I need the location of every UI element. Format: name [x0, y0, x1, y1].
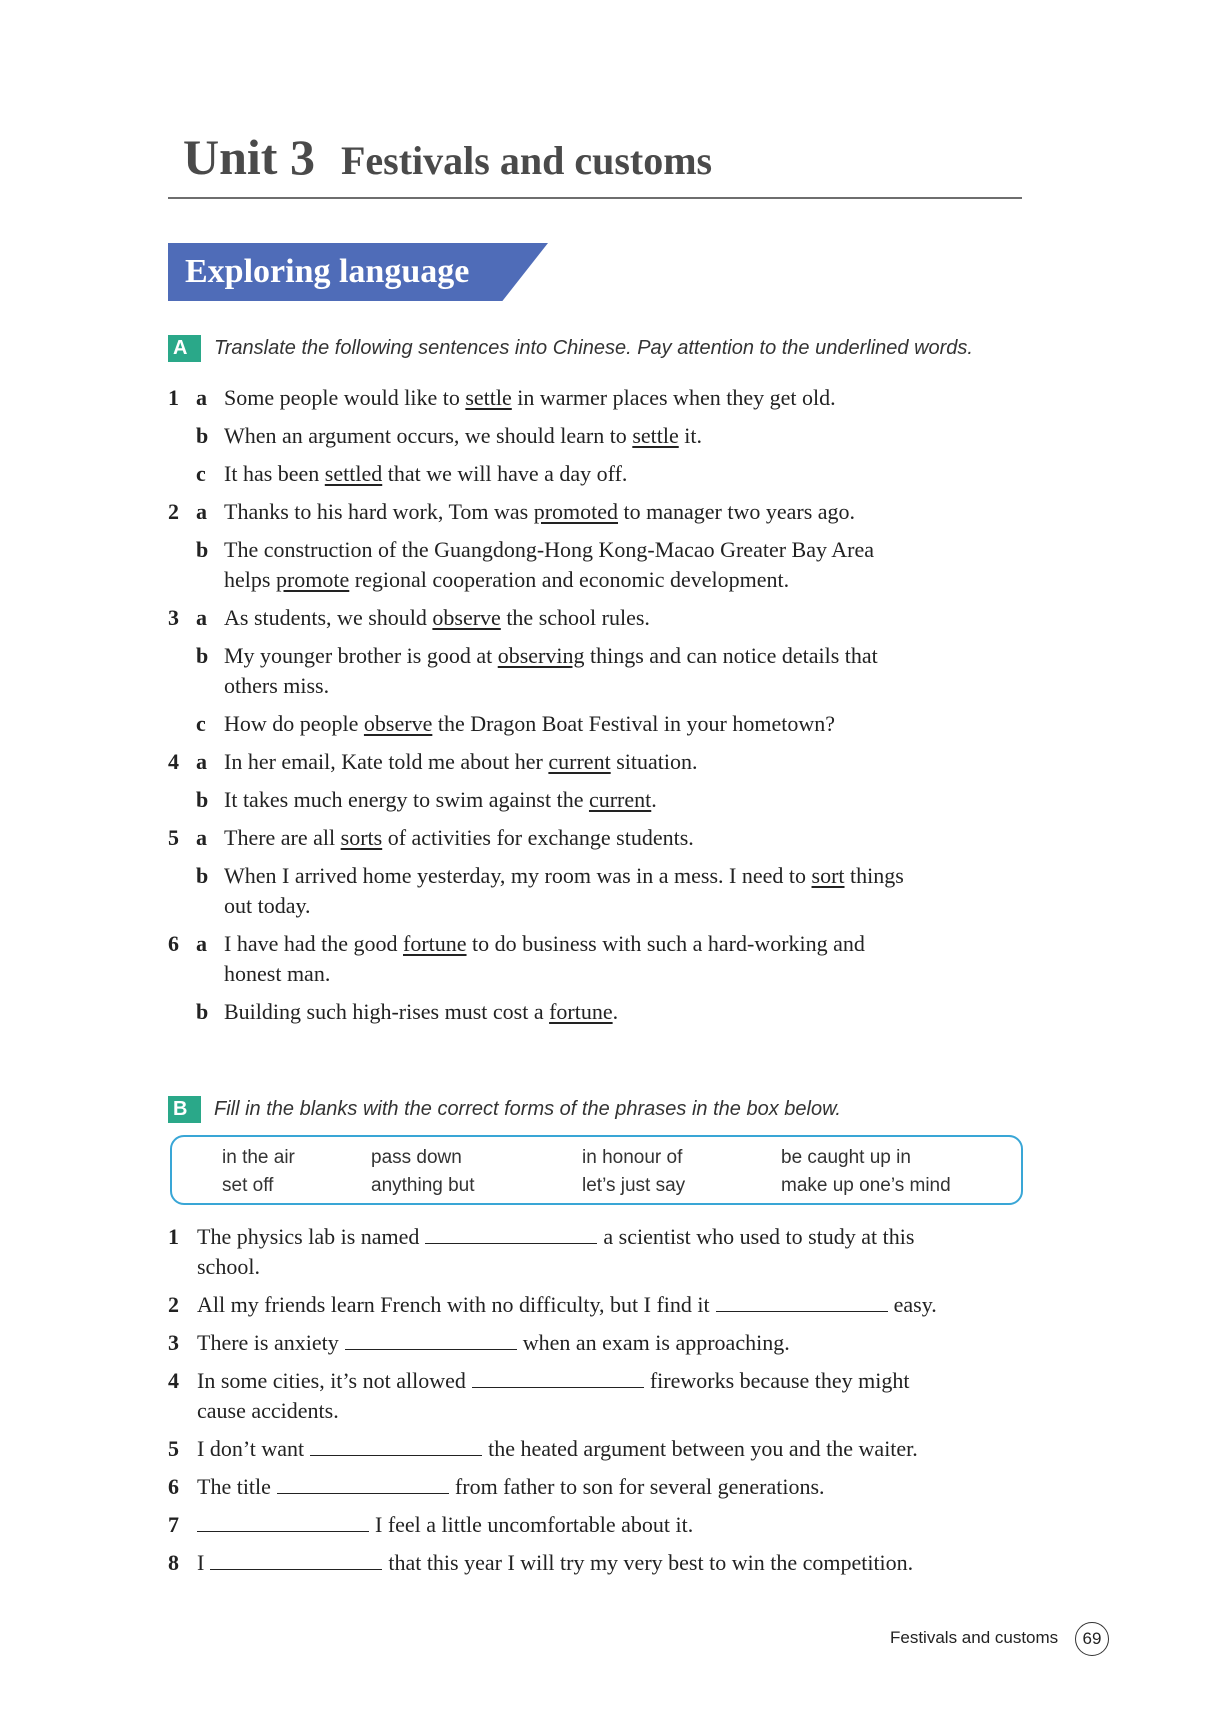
sub-letter: a	[196, 605, 207, 630]
item-number: 5	[168, 1436, 179, 1461]
sentence-line: I don’t want the heated argument between you and the waiter.	[197, 1436, 918, 1461]
sub-letter: b	[196, 863, 209, 888]
sentence-line: As students, we should observe the school rules.	[224, 605, 650, 630]
item-number: 2	[168, 1292, 179, 1317]
phrase: pass down	[371, 1147, 462, 1168]
sentence-line: There is anxiety when an exam is approaching.	[197, 1330, 790, 1355]
underlined-word: fortune	[549, 999, 613, 1024]
sentence-line: I that this year I will try my very best to win the competition.	[197, 1550, 914, 1575]
underlined-word: sort	[811, 863, 845, 888]
answer-blank[interactable]	[277, 1473, 449, 1494]
sub-letter: a	[196, 385, 207, 410]
sentence-line: There are all sorts of activities for exchange students.	[224, 825, 694, 850]
item-number: 6	[168, 1474, 179, 1499]
footer-title: Festivals and customs	[890, 1628, 1059, 1647]
sentence-line: In her email, Kate told me about her current situation.	[224, 749, 698, 774]
section-a-badge: A	[168, 335, 201, 362]
underlined-word: settle	[465, 385, 512, 410]
answer-blank[interactable]	[197, 1511, 369, 1532]
sentence-line: honest man.	[224, 961, 331, 986]
sub-letter: b	[196, 643, 209, 668]
page-number: 69	[1075, 1622, 1109, 1656]
sentence-line: It has been settled that we will have a day off.	[224, 461, 628, 486]
sub-letter: b	[196, 999, 209, 1024]
phrase: set off	[222, 1175, 274, 1196]
phrase: in honour of	[582, 1147, 683, 1168]
underlined-word: settle	[632, 423, 679, 448]
sentence-line: In some cities, it’s not allowed fireworks because they might	[197, 1368, 910, 1393]
phrase: in the air	[222, 1147, 295, 1168]
sub-letter: a	[196, 499, 207, 524]
sentence-line: When I arrived home yesterday, my room was in a mess. I need to sort things	[224, 863, 904, 888]
underlined-word: sorts	[340, 825, 383, 850]
item-number: 4	[168, 1368, 179, 1393]
sentence-line: The physics lab is named a scientist who used to study at this	[197, 1224, 915, 1249]
section-a-instruction: Translate the following sentences into Chinese. Pay attention to the underlined words.	[214, 337, 973, 359]
item-number: 2	[168, 499, 179, 524]
phrase: let’s just say	[582, 1175, 686, 1196]
sub-letter: a	[196, 749, 207, 774]
item-number: 3	[168, 1330, 179, 1355]
sentence-line: My younger brother is good at observing things and can notice details that	[224, 643, 878, 668]
underlined-word: observe	[363, 711, 433, 736]
answer-blank[interactable]	[310, 1435, 482, 1456]
sub-letter: a	[196, 825, 207, 850]
answer-blank[interactable]	[716, 1291, 888, 1312]
sub-letter: a	[196, 931, 207, 956]
phrase: anything but	[371, 1175, 475, 1196]
sub-letter: b	[196, 423, 209, 448]
sub-letter: c	[196, 711, 206, 736]
sentence-line: out today.	[224, 893, 311, 918]
item-number: 1	[168, 385, 179, 410]
sub-letter: b	[196, 787, 209, 812]
underlined-word: promoted	[533, 499, 619, 524]
sentence-line: school.	[197, 1254, 260, 1279]
unit-title	[183, 128, 712, 186]
sentence-line: others miss.	[224, 673, 330, 698]
phrase: make up one’s mind	[781, 1175, 951, 1196]
sub-letter: c	[196, 461, 206, 486]
sentence-line: cause accidents.	[197, 1398, 339, 1423]
underlined-word: current	[548, 749, 611, 774]
unit-number: Unit 3	[183, 129, 315, 185]
sentence-line: How do people observe the Dragon Boat Festival in your hometown?	[224, 711, 835, 736]
underlined-word: current	[588, 787, 652, 812]
item-number: 4	[168, 749, 179, 774]
sentence-line: I feel a little uncomfortable about it.	[191, 1510, 693, 1540]
sentence-line: It takes much energy to swim against the current.	[224, 787, 657, 812]
answer-blank[interactable]	[345, 1329, 517, 1350]
underlined-word: promote	[275, 567, 350, 592]
answer-blank[interactable]	[210, 1549, 382, 1570]
sentence-line: Building such high-rises must cost a fortune.	[224, 999, 619, 1024]
sentence-line: helps promote regional cooperation and economic development.	[224, 567, 790, 592]
item-number: 3	[168, 605, 179, 630]
sentence-line: I have had the good fortune to do business with such a hard-working and	[224, 931, 865, 956]
item-number: 6	[168, 931, 179, 956]
section-banner-label: Exploring language	[185, 253, 470, 290]
phrase: be caught up in	[781, 1147, 911, 1168]
underlined-word: settled	[324, 461, 383, 486]
item-number: 5	[168, 825, 179, 850]
answer-blank[interactable]	[472, 1367, 644, 1388]
sentence-line: All my friends learn French with no difficulty, but I find it easy.	[197, 1292, 937, 1317]
sentence-line: The construction of the Guangdong-Hong Kong-Macao Greater Bay Area	[224, 537, 875, 562]
sub-letter: b	[196, 537, 209, 562]
unit-topic: Festivals and customs	[340, 138, 713, 183]
underlined-word: observing	[497, 643, 585, 668]
sentence-line: The title from father to son for several generations.	[197, 1474, 825, 1499]
sentence-line: When an argument occurs, we should learn to settle it.	[224, 423, 702, 448]
underlined-word: fortune	[403, 931, 467, 956]
item-number: 7	[168, 1512, 179, 1537]
sentence-line: Some people would like to settle in warmer places when they get old.	[224, 385, 836, 410]
section-b-badge: B	[168, 1096, 201, 1123]
section-b-instruction: Fill in the blanks with the correct forms of the phrases in the box below.	[214, 1098, 841, 1120]
sentence-line: Thanks to his hard work, Tom was promoted to manager two years ago.	[224, 499, 856, 524]
answer-blank[interactable]	[425, 1223, 597, 1244]
title-divider	[168, 197, 1022, 199]
underlined-word: observe	[432, 605, 501, 630]
item-number: 1	[168, 1224, 179, 1249]
item-number: 8	[168, 1550, 179, 1575]
